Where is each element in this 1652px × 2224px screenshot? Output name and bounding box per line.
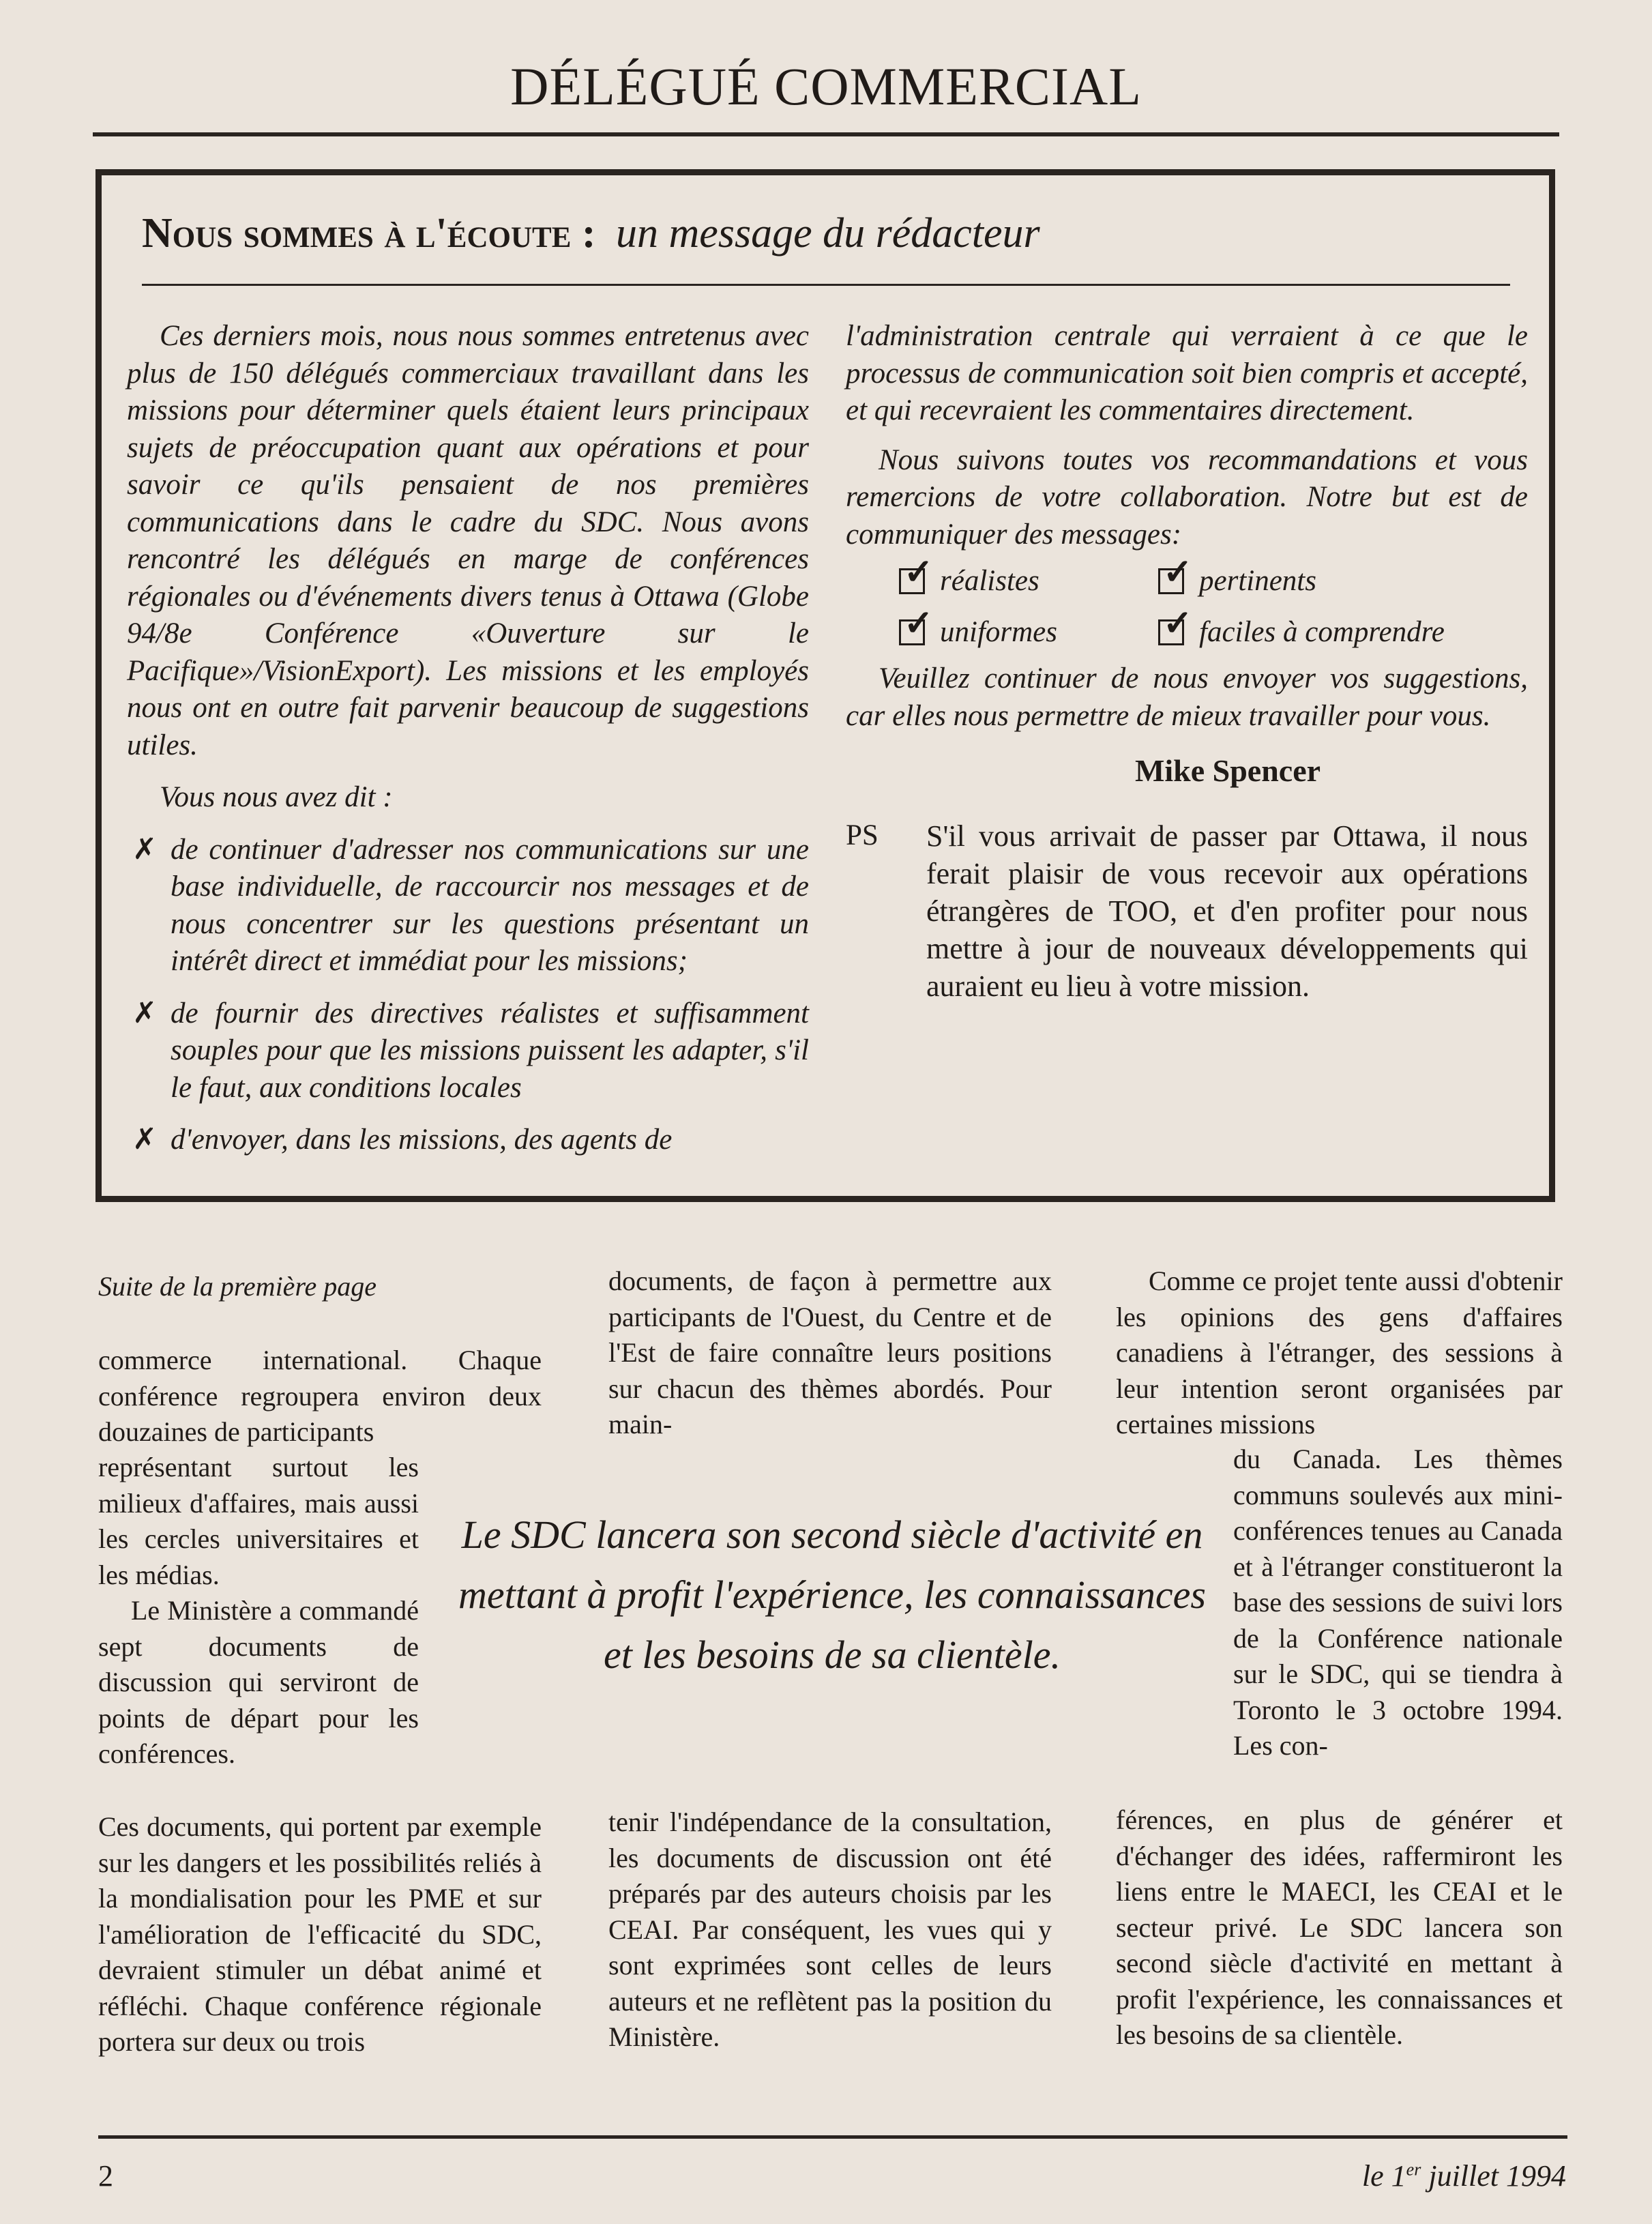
issue-date-sup: er	[1406, 2159, 1421, 2180]
editorial-item-text: d'envoyer, dans les missions, des agents de	[171, 1124, 673, 1156]
editorial-item-text: de fournir des directives réalistes et suffisamment souples pour que les missions puissent les adapter, s'il le faut, aux conditions locales	[171, 997, 809, 1104]
editorial-right-column	[846, 318, 1528, 1005]
article-paragraph: Ces documents, qui portent par exemple sur les dangers et les possibilités reliés à la mondialisation pour les PME et sur l'amélioration de l'efficacité du SDC, devraient stimuler un débat animé et réfléchi. Chaque conférence régionale portera sur deux ou trois	[98, 1811, 542, 2057]
editorial-follow: Nous suivons toutes vos recommandations et vous remercions de votre collaboration. Notre but est de communiquer des messages:	[846, 443, 1528, 551]
article-col1-top	[98, 1343, 542, 1450]
article-col1-bottom	[98, 1809, 542, 2060]
checklist-label: pertinents	[1199, 565, 1316, 597]
checklist-label: uniformes	[940, 615, 1057, 648]
checkbox-icon	[899, 553, 934, 594]
issue-date-suffix: juillet 1994	[1421, 2159, 1566, 2193]
article-col3-bottom	[1116, 1802, 1563, 2053]
postscript-text: S'il vous arrivait de passer par Ottawa, il nous ferait plaisir de vous recevoir aux opérations étrangères de TOO, et d'en profiter pour nous mettre à jour de nouveaux développements qui auraient eu lieu à votre mission.	[926, 819, 1528, 1003]
article-col3-mid	[1233, 1442, 1563, 1764]
editorial-item	[127, 1122, 809, 1159]
x-mark-icon: ✗	[132, 1124, 158, 1156]
editorial-left-column	[127, 318, 809, 1159]
continued-label: Suite de la première page	[98, 1271, 377, 1302]
article-col2-bottom	[608, 1804, 1052, 2055]
editorial-closing: Veuillez continuer de nous envoyer vos suggestions, car elles nous permettre de mieux travailler pour vous.	[846, 662, 1528, 732]
x-mark-icon: ✗	[132, 997, 158, 1029]
postscript-label: PS	[846, 819, 879, 851]
check-icon: ✓	[904, 553, 934, 593]
check-icon: ✓	[904, 604, 934, 643]
checkbox-icon	[899, 604, 934, 645]
editorial-heading-rule	[142, 284, 1510, 286]
checklist	[899, 553, 1528, 651]
masthead-title: DÉLÉGUÉ COMMERCIAL	[510, 57, 1142, 116]
article-col2-top	[608, 1263, 1052, 1443]
pull-quote: Le SDC lancera son second siècle d'activité en mettant à profit l'expérience, les connaissances et les besoins de sa clientèle.	[458, 1512, 1206, 1677]
check-icon: ✓	[1163, 553, 1193, 593]
footer-rule	[98, 2135, 1567, 2139]
article-paragraph: commerce international. Chaque conférence regroupera environ deux douzaines de participants	[98, 1345, 542, 1447]
check-icon: ✓	[1163, 604, 1193, 643]
article-paragraph: Le Ministère a commandé sept documents de discussion qui serviront de points de départ pour les conférences.	[98, 1595, 419, 1769]
issue-date-prefix: le 1	[1361, 2159, 1406, 2193]
checklist-label: réalistes	[940, 565, 1039, 597]
masthead-rule	[93, 132, 1559, 136]
page-number: 2	[98, 2159, 113, 2193]
editorial-heading-italic: un message du rédacteur	[616, 210, 1040, 257]
article-paragraph: du Canada. Les thèmes communs soulevés aux mini-conférences tenues au Canada et à l'étranger constitueront la base des sessions de suivi lors de la Conférence nationale sur le SDC, qui se tiendra à Toronto le 3 octobre 1994. Les con-	[1233, 1444, 1563, 1761]
checkbox-icon	[1158, 604, 1193, 645]
editorial-heading	[142, 210, 1040, 257]
article-paragraph: Comme ce projet tente aussi d'obtenir les opinions des gens d'affaires canadiens à l'étranger, des sessions à leur intention seront organisées par certaines missions	[1116, 1265, 1563, 1439]
article-paragraph: tenir l'indépendance de la consultation, les documents de discussion ont été préparés par des auteurs choisis par les CEAI. Par conséquent, les vues qui y sont exprimées sont celles de leurs auteurs et ne reflètent pas la position du Ministère.	[608, 1806, 1052, 2052]
editorial-signature: Mike Spencer	[1134, 753, 1321, 788]
checklist-item	[1158, 553, 1513, 600]
checklist-item	[899, 604, 1158, 652]
checklist-item	[899, 553, 1158, 600]
editorial-heading-smallcaps: Nous sommes à l'écoute :	[142, 210, 596, 257]
checklist-label: faciles à comprendre	[1199, 615, 1445, 648]
issue-date	[1362, 2159, 1566, 2193]
article-col1-mid	[98, 1450, 419, 1772]
x-mark-icon: ✗	[132, 833, 158, 866]
checklist-item	[1158, 604, 1513, 652]
editorial-you-said: Vous nous avez dit :	[160, 781, 393, 813]
editorial-item	[127, 995, 809, 1107]
article-paragraph: férences, en plus de générer et d'échanger des idées, raffermiront les liens entre le MAECI, les CEAI et le secteur privé. Le SDC lancera son second siècle d'activité en mettant à profit l'expérience, les connaissances et les besoins de sa clientèle.	[1116, 1804, 1563, 2050]
editorial-intro: Ces derniers mois, nous nous sommes entretenus avec plus de 150 délégués commerciaux travaillant dans les missions pour déterminer quels étaient leurs principaux sujets de préoccupation quant aux opérations et pour savoir ce qu'ils pensaient de nos premières communications dans le cadre du SDC. Nous avons rencontré les délégués en marge de conférences régionales ou d'événements divers tenus à Ottawa (Globe 94/8e Conférence «Ouverture sur le Pacifique»/VisionExport). Les missions et les employés nous ont en outre fait parvenir beaucoup de suggestions utiles.	[127, 320, 809, 761]
checkbox-icon	[1158, 553, 1193, 594]
article-paragraph: représentant surtout les milieux d'affaires, mais aussi les cercles universitaires et les médias.	[98, 1452, 419, 1590]
editorial-continuation: l'administration centrale qui verraient à ce que le processus de communication soit bien compris et accepté, et qui recevraient les commentaires directement.	[846, 320, 1528, 426]
article-paragraph: documents, de façon à permettre aux participants de l'Ouest, du Centre et de l'Est de faire connaître leurs positions sur chacun des thèmes abordés. Pour main-	[608, 1265, 1052, 1439]
article-col3-top	[1116, 1263, 1563, 1443]
postscript	[846, 817, 1528, 1005]
editorial-item	[127, 832, 809, 980]
editorial-item-text: de continuer d'adresser nos communications sur une base individuelle, de raccourcir nos messages et de nous concentrer sur les questions présentant un intérêt direct et immédiat pour les missions;	[171, 833, 809, 977]
